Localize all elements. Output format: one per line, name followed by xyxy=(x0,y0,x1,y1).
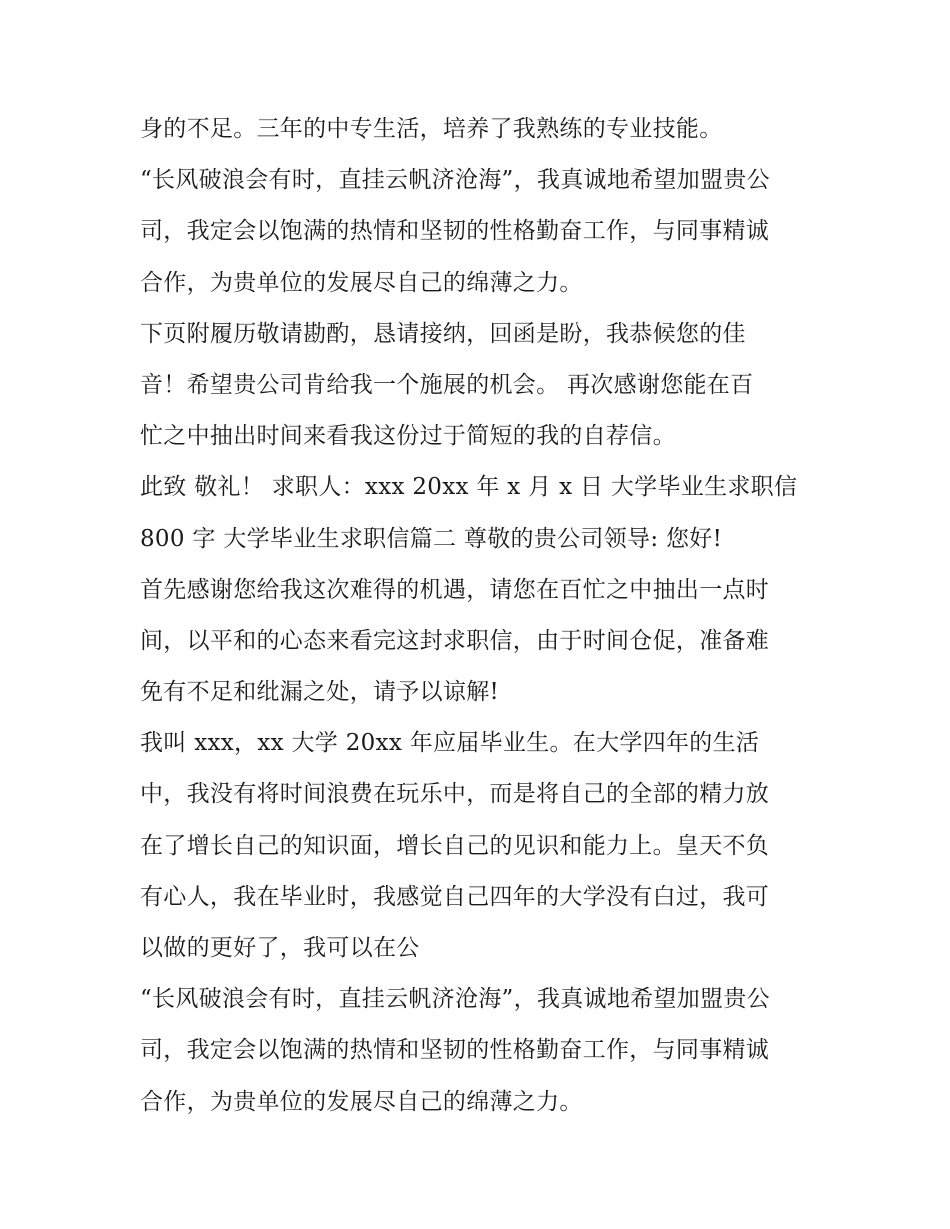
text-line: 下页附履历敬请勘酌，恳请接纳，回函是盼，我恭候您的佳 xyxy=(140,320,746,347)
text-line: “长风破浪会有时，直挂云帆济沧海”，我真诚地希望加盟贵公 xyxy=(140,986,770,1013)
text-line: 中，我没有将时间浪费在玩乐中，而是将自己的全部的精力放 xyxy=(140,781,770,808)
text-line: 免有不足和纰漏之处，请予以谅解! xyxy=(140,679,500,706)
text-line: 首先感谢您给我这次难得的机遇，请您在百忙之中抽出一点时 xyxy=(140,576,770,603)
text-line: 以做的更好了，我可以在公 xyxy=(140,935,420,961)
text-line: 司，我定会以饱满的热情和坚韧的性格勤奋工作，与同事精诚 xyxy=(140,218,770,245)
text-line: 有心人，我在毕业时，我感觉自己四年的大学没有白过，我可 xyxy=(140,883,770,910)
text-line: 身的不足。三年的中专生活，培养了我熟练的专业技能。 xyxy=(140,116,723,142)
text-line: 我叫 xxx，xx 大学 20xx 年应届毕业生。在大学四年的生活 xyxy=(140,730,760,757)
text-line: 忙之中抽出时间来看我这份过于简短的我的自荐信。 xyxy=(140,423,676,450)
text-line: 合作，为贵单位的发展尽自己的绵薄之力。 xyxy=(140,1088,583,1115)
document-body xyxy=(140,104,820,1128)
text-line: 音！希望贵公司肯给我一个施展的机会。 再次感谢您能在百 xyxy=(140,371,754,398)
text-line: 此致 敬礼！ 求职人：xxx 20xx 年 x 月 x 日 大学毕业生求职信 xyxy=(140,474,798,501)
text-line: “长风破浪会有时，直挂云帆济沧海”，我真诚地希望加盟贵公 xyxy=(140,167,770,194)
text-line: 间，以平和的心态来看完这封求职信，由于时间仓促，准备难 xyxy=(140,627,770,654)
text-line: 800 字 大学毕业生求职信篇二 尊敬的贵公司领导: 您好! xyxy=(140,525,723,552)
text-line: 在了增长自己的知识面，增长自己的见识和能力上。皇天不负 xyxy=(140,832,770,859)
text-line: 合作，为贵单位的发展尽自己的绵薄之力。 xyxy=(140,269,583,296)
text-line: 司，我定会以饱满的热情和坚韧的性格勤奋工作，与同事精诚 xyxy=(140,1037,770,1064)
